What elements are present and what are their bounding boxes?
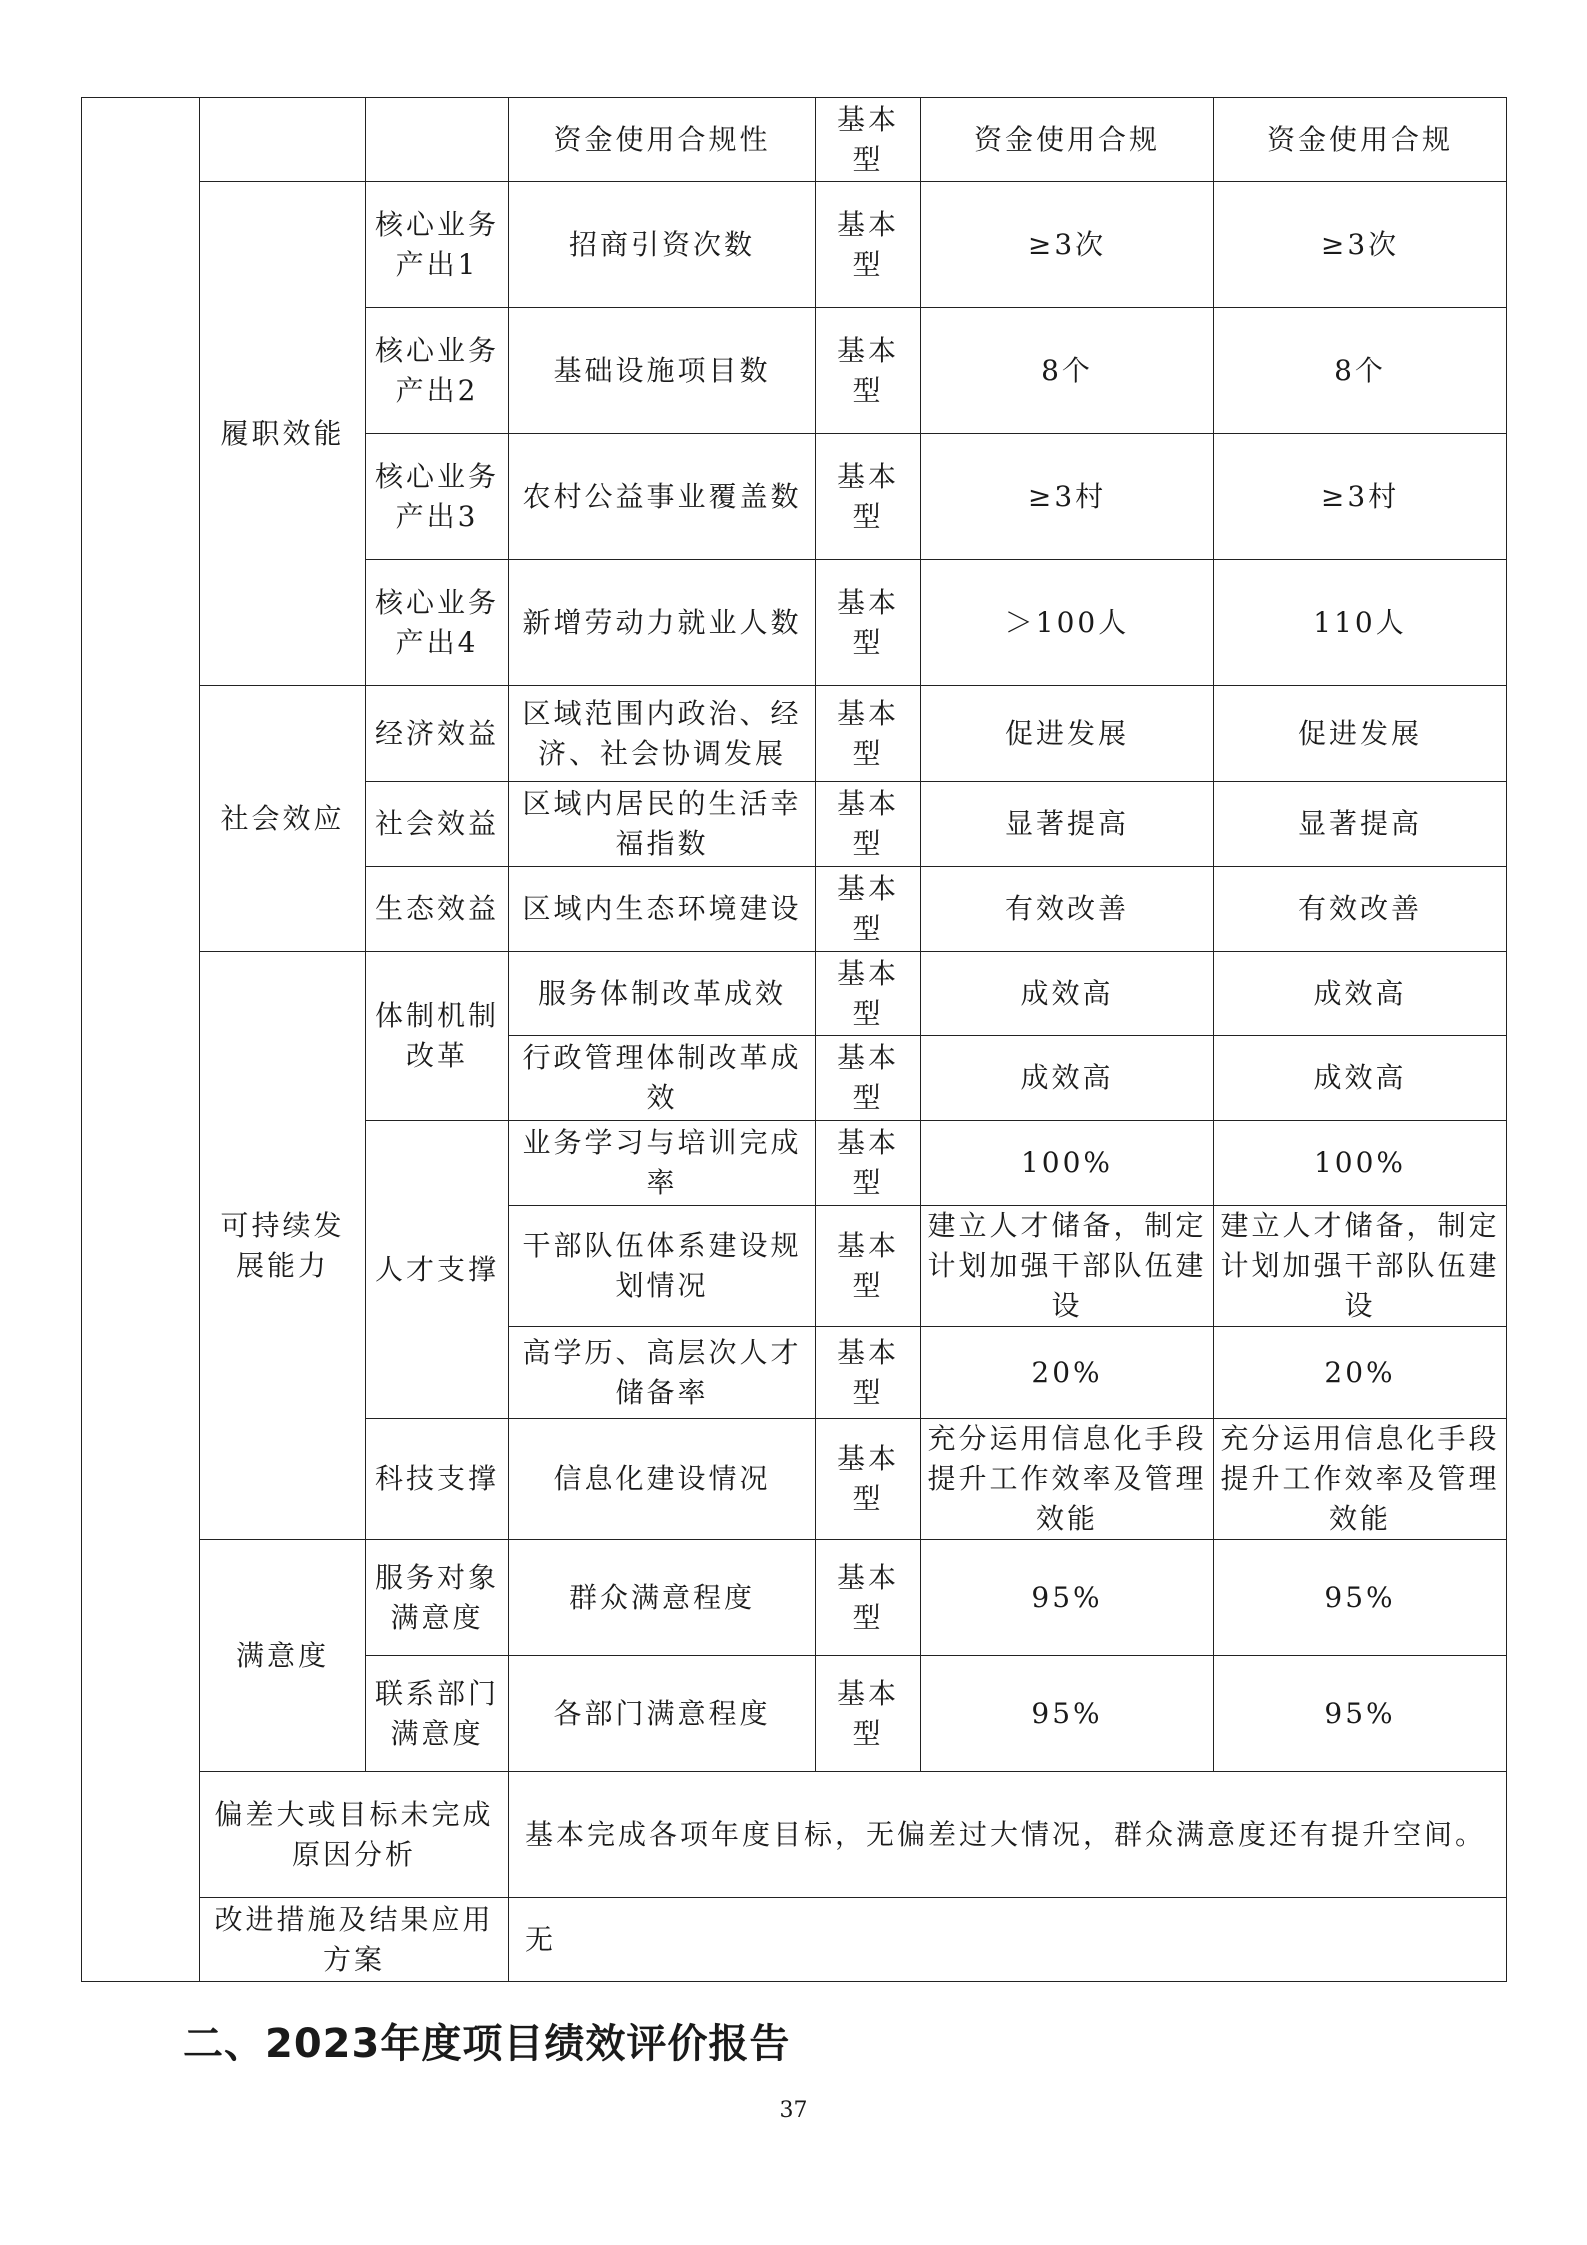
indicator-cell: 招商引资次数 [509,182,816,308]
table-row [82,98,1507,182]
actual-cell: 110人 [1214,560,1507,686]
type-cell: 基本型 [816,1206,921,1327]
indicator-cell: 服务体制改革成效 [509,952,816,1036]
actual-cell: 显著提高 [1214,782,1507,867]
target-cell: 显著提高 [921,782,1214,867]
sub-category-cell: 社会效益 [366,782,509,867]
category-perf: 履职效能 [200,182,366,686]
sub-category-cell: 体制机制改革 [366,952,509,1121]
type-cell: 基本型 [816,1036,921,1121]
type-cell: 基本型 [816,1419,921,1540]
type-cell: 基本型 [816,1327,921,1419]
target-cell: ＞100人 [921,560,1214,686]
continuation-cell [82,98,200,1982]
target-cell: 充分运用信息化手段提升工作效率及管理效能 [921,1419,1214,1540]
sub-category-cell: 核心业务产出1 [366,182,509,308]
sub-category-cell: 联系部门满意度 [366,1656,509,1772]
table-row [82,1540,1507,1656]
improvement-label: 改进措施及结果应用方案 [200,1898,509,1982]
sub-category-cell: 服务对象满意度 [366,1540,509,1656]
type-cell: 基本型 [816,1656,921,1772]
sub-category-cell: 人才支撑 [366,1121,509,1419]
target-cell: 8个 [921,308,1214,434]
sub-category-cell: 核心业务产出3 [366,434,509,560]
indicator-cell: 农村公益事业覆盖数 [509,434,816,560]
actual-cell: 95% [1214,1656,1507,1772]
performance-table [81,97,1507,1982]
actual-cell: ≥3次 [1214,182,1507,308]
actual-cell: ≥3村 [1214,434,1507,560]
indicator-cell: 行政管理体制改革成效 [509,1036,816,1121]
sub-category-cell: 经济效益 [366,686,509,782]
type-cell: 基本型 [816,98,921,182]
target-cell: 有效改善 [921,867,1214,952]
target-cell: 100% [921,1121,1214,1206]
target-cell: 资金使用合规 [921,98,1214,182]
section-heading: 二、2023年度项目绩效评价报告 [183,2021,791,2067]
deviation-label: 偏差大或目标未完成原因分析 [200,1772,509,1898]
indicator-cell: 干部队伍体系建设规划情况 [509,1206,816,1327]
type-cell: 基本型 [816,782,921,867]
type-cell: 基本型 [816,1540,921,1656]
actual-cell: 95% [1214,1540,1507,1656]
indicator-cell: 区域内居民的生活幸福指数 [509,782,816,867]
indicator-cell: 信息化建设情况 [509,1419,816,1540]
target-cell: 20% [921,1327,1214,1419]
actual-cell: 建立人才储备，制定计划加强干部队伍建设 [1214,1206,1507,1327]
target-cell: ≥3次 [921,182,1214,308]
indicator-cell: 资金使用合规性 [509,98,816,182]
type-cell: 基本型 [816,182,921,308]
indicator-cell: 高学历、高层次人才储备率 [509,1327,816,1419]
table-row [82,182,1507,308]
improvement-text: 无 [509,1898,1507,1982]
actual-cell: 促进发展 [1214,686,1507,782]
actual-cell: 充分运用信息化手段提升工作效率及管理效能 [1214,1419,1507,1540]
target-cell: 95% [921,1656,1214,1772]
indicator-cell: 基础设施项目数 [509,308,816,434]
type-cell: 基本型 [816,308,921,434]
type-cell: 基本型 [816,686,921,782]
actual-cell: 成效高 [1214,952,1507,1036]
sub-category-cell: 生态效益 [366,867,509,952]
actual-cell: 资金使用合规 [1214,98,1507,182]
category-social: 社会效应 [200,686,366,952]
actual-cell: 有效改善 [1214,867,1507,952]
table-row [82,952,1507,1036]
target-cell: 促进发展 [921,686,1214,782]
target-cell: 成效高 [921,1036,1214,1121]
indicator-cell: 新增劳动力就业人数 [509,560,816,686]
continuation-cell [200,98,366,182]
actual-cell: 成效高 [1214,1036,1507,1121]
target-cell: 建立人才储备，制定计划加强干部队伍建设 [921,1206,1214,1327]
page-number: 37 [779,2098,808,2123]
indicator-cell: 各部门满意程度 [509,1656,816,1772]
type-cell: 基本型 [816,560,921,686]
target-cell: 95% [921,1540,1214,1656]
sub-category-cell: 科技支撑 [366,1419,509,1540]
indicator-cell: 业务学习与培训完成率 [509,1121,816,1206]
type-cell: 基本型 [816,434,921,560]
type-cell: 基本型 [816,952,921,1036]
continuation-cell [366,98,509,182]
table-row [82,1898,1507,1982]
actual-cell: 100% [1214,1121,1507,1206]
indicator-cell: 群众满意程度 [509,1540,816,1656]
table-row [82,1772,1507,1898]
category-sustain: 可持续发展能力 [200,952,366,1540]
sub-category-cell: 核心业务产出2 [366,308,509,434]
actual-cell: 8个 [1214,308,1507,434]
target-cell: 成效高 [921,952,1214,1036]
sub-category-cell: 核心业务产出4 [366,560,509,686]
type-cell: 基本型 [816,1121,921,1206]
indicator-cell: 区域内生态环境建设 [509,867,816,952]
indicator-cell: 区域范围内政治、经济、社会协调发展 [509,686,816,782]
type-cell: 基本型 [816,867,921,952]
target-cell: ≥3村 [921,434,1214,560]
actual-cell: 20% [1214,1327,1507,1419]
category-satisfaction: 满意度 [200,1540,366,1772]
deviation-text: 基本完成各项年度目标，无偏差过大情况，群众满意度还有提升空间。 [509,1772,1507,1898]
table-row [82,686,1507,782]
